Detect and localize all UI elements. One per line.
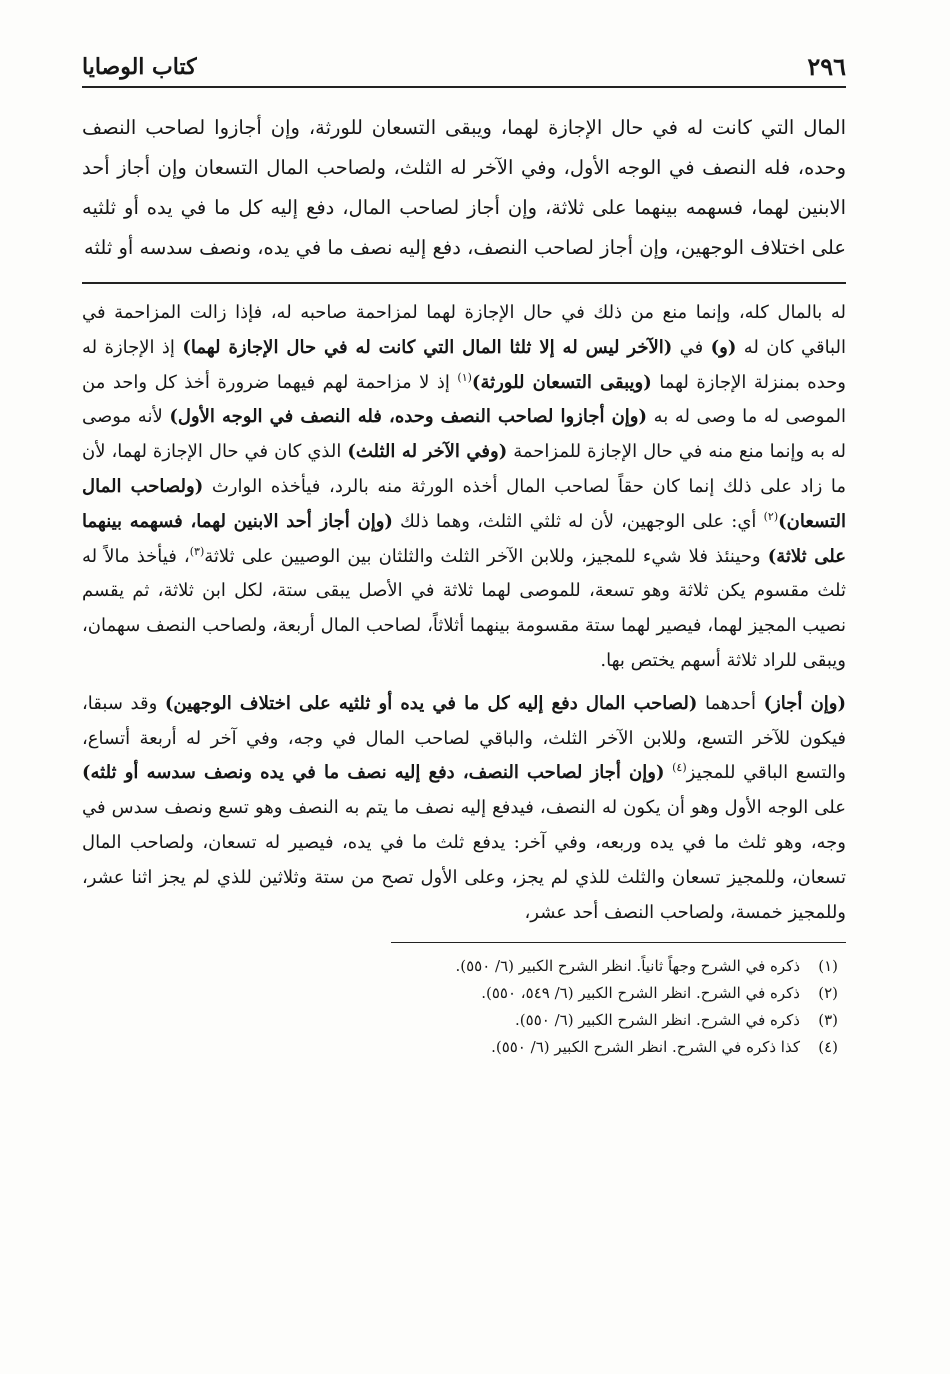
book-page (82, 52, 846, 1061)
text-run: وحينئذ فلا شيء للمجيز، وللابن الآخر الثلث والثلثان بين الوصيين على ثلاثة (204, 545, 768, 567)
quoted-matn: (ويبقى التسعان للورثة) (471, 371, 652, 393)
page-number: ٢٩٦ (807, 52, 846, 81)
matn-text-block (82, 108, 846, 268)
book-title: كتاب الوصايا (82, 54, 197, 80)
text-run: ، فيأخذ مالاً له ثلث مقسوم يكن ثلاثة وهو تسعة، للموصى لهما ثلاثة في الأصل يبقى ستة، لكل ابن ثلاثة، ثم يقسم نصيب المجيز لهما، فيصير لهما ستة مقسومة بينهما أثلاثاً، لصاحب المال أربعة، ولصاحب النصف سهمان، ويبقى للراد ثلاثة أسهم يختص بها. (82, 545, 847, 671)
quoted-matn: (ولصاحب المال التسعان) (82, 475, 846, 532)
sharh-text-block (82, 296, 846, 930)
text-run: إذ الإجازة له وحده بمنزلة الإجازة لهما (82, 336, 846, 393)
matn-paragraph: المال التي كانت له في حال الإجازة لهما، ويبقى التسعان للورثة، وإن أجازوا لصاحب النصف وحده، فله النصف في الوجه الأول، وفي الآخر له الثلث، ولصاحب المال التسعان وإن أجاز أحد الابنين لهما، فسهمه بينهما على ثلاثة، وإن أجاز لصاحب المال، دفع إليه كل ما في يده أو ثلثيه على اختلاف الوجهين، وإن أجاز لصاحب النصف، دفع إليه نصف ما في يده، ونصف سدسه أو ثلثه (82, 116, 846, 259)
footnote-ref-4[interactable]: (٤) (672, 761, 687, 775)
footnote-text: ذكره في الشرح. انظر الشرح الكبير (٦/ ٥٥٠). (515, 1011, 800, 1030)
quoted-matn: (وإن أجاز لصاحب النصف، دفع إليه نصف ما في يده ونصف سدسه أو ثلثه) (82, 762, 665, 784)
footnote-item (82, 1034, 838, 1061)
footnote-text: كذا ذكره في الشرح. انظر الشرح الكبير (٦/ ٥٥٠). (491, 1038, 800, 1057)
text-run: الذي كان في حال الإجازة لهما، لأن ما زاد على ذلك إنما كان حقاً لصاحب المال أخذه الورثة منه بالرد، فيأخذه الوارث (82, 441, 847, 497)
quoted-matn: (وفي الآخر له الثلث) (347, 441, 508, 463)
footnotes-list (82, 953, 846, 1061)
text-run (664, 762, 672, 783)
text-run: وقد سبقا، فيكون للآخر التسع، وللابن الآخر الثلث، والباقي لصاحب المال في وجه، وفي آخر له أربعة أتساع، والتسع الباقي للمجيز (82, 692, 846, 784)
footnote-item (82, 1007, 838, 1034)
quoted-matn: (وإن أجاز أحد الابنين لهما، فسهمه بينهما على ثلاثة) (82, 510, 846, 567)
quoted-matn: (لصاحب المال دفع إليه كل ما في يده أو ثلثيه على اختلاف الوجهين) (164, 692, 698, 714)
text-run: أحدهما (697, 692, 764, 714)
footnote-ref-1[interactable]: (١) (457, 370, 472, 384)
text-run: له بالمال كله، وإنما منع من ذلك في حال الإجازة لهما لمزاحمة صاحبه له، فإذا زالت المزاحمة في الباقي كان له (82, 302, 846, 358)
quoted-matn: (الآخر ليس له إلا ثلثا المال التي كانت له في حال الإجازة لهما) (182, 336, 673, 358)
text-run: أي: على الوجهين، لأن له ثلثي الثلث، وهما ذلك (392, 510, 764, 532)
quoted-matn: (وإن أجاز) (763, 692, 846, 714)
footnote-mark: (٣) (818, 1011, 838, 1030)
sharh-paragraph-1 (82, 296, 846, 679)
footnote-text: ذكره في الشرح. انظر الشرح الكبير (٦/ ٥٤٩، ٥٥٠). (481, 984, 800, 1003)
text-run: في (672, 336, 711, 358)
quoted-matn: (وإن أجازوا لصاحب النصف وحده، فله النصف في الوجه الأول) (169, 406, 647, 428)
page-header (82, 52, 846, 88)
footnote-item (82, 953, 838, 980)
quoted-matn: (و) (710, 336, 737, 358)
sharh-paragraph-2 (82, 687, 846, 931)
text-run: على الوجه الأول وهو أن يكون له النصف، فيدفع إليه نصف ما يتم به النصف وهو تسع ونصف سدس في وجه، وهو ثلث ما في يده وربعه، وفي آخر: يدفع ثلث ما في يده، فيصير له تسعان، ولصاحب المال تسعان، وللمجيز تسعان والثلث للذي لم يجز، وعلى الأول تصح من ستة وثلاثين للذي لم يجز اثنا عشر، وللمجيز خمسة، ولصاحب النصف أحد عشر، (82, 797, 846, 923)
footnote-mark: (٤) (818, 1038, 838, 1057)
text-run: لأنه موصى له به وإنما منع منه في حال الإجازة للمزاحمة (82, 406, 846, 463)
footnote-item (82, 980, 838, 1007)
footnote-ref-3[interactable]: (٣) (189, 544, 205, 558)
text-run: إذ لا مزاحمة لهم فيهما ضرورة أخذ كل واحد من الموصى له ما وصى له به (82, 371, 846, 428)
footnote-text: ذكره في الشرح وجهاً ثانياً. انظر الشرح الكبير (٦/ ٥٥٠). (455, 957, 800, 976)
footnotes-divider (391, 942, 846, 943)
footnote-mark: (٢) (818, 984, 838, 1003)
footnote-mark: (١) (818, 957, 838, 976)
footnote-ref-2[interactable]: (٢) (763, 509, 779, 523)
matn-sharh-divider (82, 282, 846, 284)
